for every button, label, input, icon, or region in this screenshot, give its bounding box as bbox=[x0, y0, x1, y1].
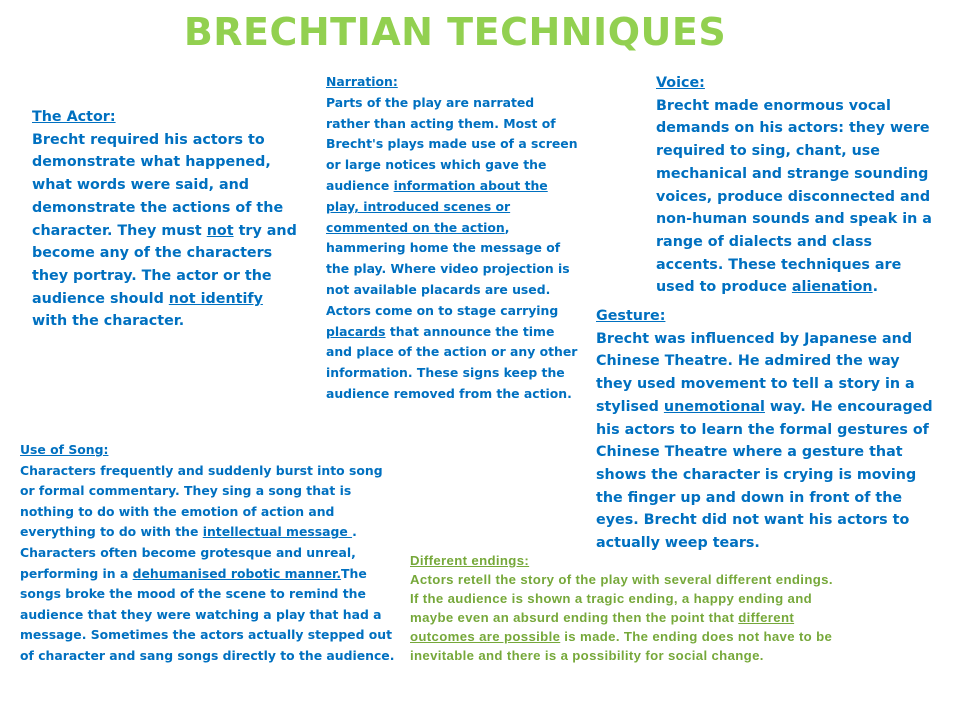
narration-text-3: that announce the time and place of the action or any other information. These signs keep the audience removed from the action. bbox=[326, 323, 578, 401]
actor-text-2: try and become any of the characters they portray. The actor or the audience should bbox=[32, 222, 297, 307]
song-underline-1: intellectual message bbox=[202, 524, 353, 540]
narration-underline-2: placards bbox=[326, 323, 386, 339]
gesture-underline-1: unemotional bbox=[663, 398, 765, 415]
voice-body bbox=[656, 95, 934, 299]
gesture-text-1: Brecht was influenced by Japanese and Chinese Theatre. He admired the way they used movement to tell a story in a stylised bbox=[596, 330, 915, 415]
song-underline-2: dehumanised robotic manner. bbox=[132, 565, 342, 581]
gesture-text-2: way. He encouraged his actors to learn the formal gestures of Chinese Theatre where a gesture that shows the character is crying is moving the finger up and down in front of the eyes. Brecht did not want his actors to actually weep tears. bbox=[596, 398, 933, 552]
endings-text-2: is made. The ending does not have to be inevitable and there is a possibility for social change. bbox=[410, 629, 833, 664]
narration-text-2: , hammering home the message of the play. Where video projection is not available placards are used. Actors come on to stage carrying bbox=[326, 219, 570, 318]
voice-section bbox=[656, 72, 934, 299]
gesture-body bbox=[596, 328, 934, 555]
song-section bbox=[20, 440, 395, 667]
actor-underline-1: not bbox=[206, 222, 234, 239]
voice-text-2: . bbox=[872, 279, 879, 296]
endings-section bbox=[410, 551, 840, 666]
song-text-1: Characters frequently and suddenly burst into song or formal commentary. They sing a song that is nothing to do with the emotion of action and everything to do with the bbox=[20, 462, 383, 540]
narration-section bbox=[326, 72, 582, 405]
voice-text-1: Brecht made enormous vocal demands on his actors: they were required to sing, chant, use mechanical and strange sounding voices, produce disconnected and non-human sounds and speak in a range of dialects and class accents. These techniques are used to produce bbox=[656, 97, 932, 296]
actor-body bbox=[32, 129, 300, 333]
gesture-heading: Gesture: bbox=[596, 308, 666, 324]
narration-body bbox=[326, 93, 582, 405]
endings-body bbox=[410, 570, 840, 665]
actor-section bbox=[32, 106, 300, 333]
voice-heading: Voice: bbox=[656, 75, 705, 91]
endings-text-1: Actors retell the story of the play with several different endings. If the audience is shown a tragic ending, a happy ending and maybe even an absurd ending then the point that bbox=[410, 572, 833, 626]
narration-underline-1: information about the play, introduced scenes or commented on the action bbox=[326, 177, 548, 235]
actor-text-1: Brecht required his actors to demonstrate what happened, what words were said, and demonstrate the actions of the character. They must bbox=[32, 131, 284, 239]
actor-text-3: with the character. bbox=[32, 313, 185, 330]
endings-underline-1: different outcomes are possible bbox=[410, 610, 795, 645]
song-text-3: The songs broke the mood of the scene to remind the audience that they were watching a play that had a message. Sometimes the actors actually stepped out of character and sang songs directly to the audience. bbox=[20, 565, 395, 663]
song-body bbox=[20, 461, 395, 667]
song-heading: Use of Song: bbox=[20, 442, 109, 457]
actor-heading: The Actor: bbox=[32, 109, 116, 125]
voice-underline-1: alienation bbox=[791, 279, 873, 296]
actor-underline-2: not identify bbox=[168, 290, 263, 307]
page-title: BRECHTIAN TECHNIQUES bbox=[183, 10, 727, 54]
gesture-section bbox=[596, 305, 934, 555]
song-text-2: . Characters often become grotesque and unreal, performing in a bbox=[20, 524, 357, 581]
narration-heading: Narration: bbox=[326, 74, 398, 89]
narration-text-1: Parts of the play are narrated rather than acting them. Most of Brecht's plays made use of a screen or large notices which gave the audience bbox=[326, 94, 578, 193]
endings-heading: Different endings: bbox=[410, 553, 530, 568]
